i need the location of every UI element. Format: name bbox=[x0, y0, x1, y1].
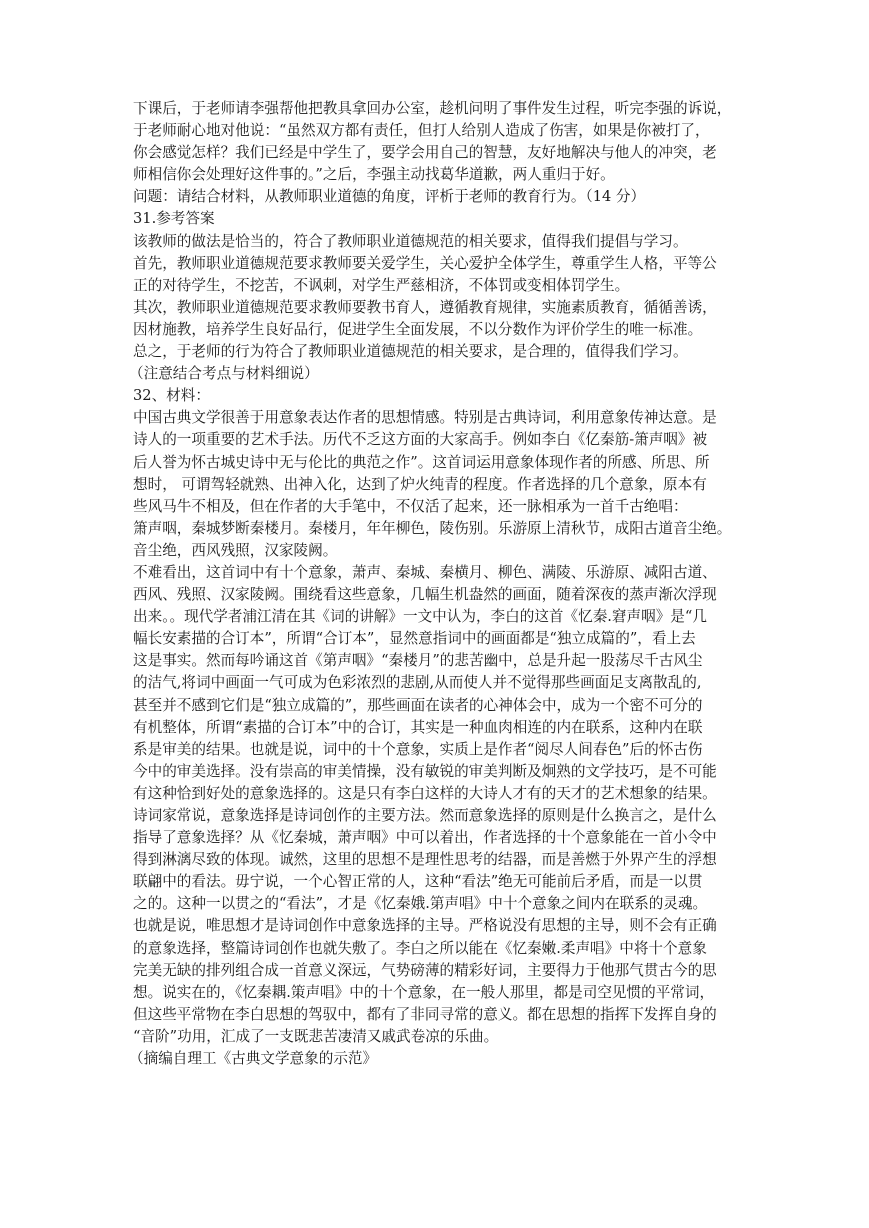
document-page bbox=[129, 98, 737, 1070]
text-line: 总之，于老师的行为符合了教师职业道德规范的相关要求，是合理的，值得我们学习。 bbox=[133, 343, 688, 361]
text-line: 师相信你会处理好这件事的。”之后，李强主动找葛华道歉，两人重归于好。 bbox=[133, 166, 615, 184]
source-citation: （摘编自理工《古典文学意象的示范》 bbox=[129, 1050, 378, 1068]
text-line: 于老师耐心地对他说：“虽然双方都有责任，但打人给别人造成了伤害，如果是你被打了， bbox=[133, 122, 710, 140]
text-line: 想。说实在的，《忆秦耦.策声唱》中的十个意象，在一般人那里，都是司空见惯的平常词， bbox=[133, 983, 715, 1001]
text-line: 有机整体，所谓“素描的合订本”中的合订，其实是一种血肉相连的内在联系，这种内在联 bbox=[133, 718, 703, 736]
poem-line: 音尘绝，西风残照，汉家陵阙。 bbox=[133, 541, 338, 559]
text-line: 该教师的做法是恰当的，符合了教师职业道德规范的相关要求，值得我们提倡与学习。 bbox=[133, 232, 688, 250]
question-line: 问题：请结合材料，从教师职业道德的角度，评析于老师的教育行为。（14 分） bbox=[133, 188, 646, 206]
text-line: 联翩中的看法。毋宁说，一个心智正常的人，这种“看法”绝无可能前后矛盾，而是一以贯 bbox=[133, 873, 703, 891]
text-line: 甚至并不感到它们是“独立成篇的”，那些画面在读者的心神体会中，成为一个密不可分的 bbox=[133, 696, 703, 714]
text-line: 正的对待学生，不挖苦，不讽刺，对学生严慈相济，不体罚或变相体罚学生。 bbox=[133, 276, 630, 294]
poem-line: 箫声咽，秦城梦断秦楼月。秦楼月，年年柳色，陵伤别。乐游原上清秋节，成阳古道音尘绝。 bbox=[133, 519, 732, 537]
text-line: 也就是说，唯思想才是诗词创作中意象选择的主导。严格说没有思想的主导，则不会有正确 bbox=[133, 917, 717, 935]
material-heading: 32、材料： bbox=[133, 387, 210, 405]
text-line: 下课后，于老师请李强帮他把教具拿回办公室，趁机问明了事件发生过程，听完李强的诉说， bbox=[133, 100, 732, 117]
text-line: 今中的审美选择。没有崇高的审美情操，没有敏锐的审美判断及炯熟的文学技巧，是不可能 bbox=[133, 762, 717, 780]
text-line: 首先，教师职业道德规范要求教师要关爱学生，关心爱护全体学生，尊重学生人格，平等公 bbox=[133, 254, 717, 272]
answer-heading: 31.参考答案 bbox=[133, 210, 215, 228]
text-line: 得到淋漓尽致的体现。诚然，这里的思想不是理性思考的结器，而是善燃于外界产生的浮想 bbox=[133, 851, 717, 869]
text-line: 的洁气,将词中画面一气可成为色彩浓烈的悲剧,从而使人并不觉得那些画面足支离散乱的, bbox=[133, 674, 702, 692]
text-line: 指导了意象选择？从《忆秦城，萧声咽》中可以着出，作者选择的十个意象能在一首小令中 bbox=[133, 829, 717, 847]
text-line: 诗人的一项重要的艺术手法。历代不乏这方面的大家高手。例如李白《亿秦筋-箫声咽》被 bbox=[133, 431, 708, 449]
text-line: 出来。。现代学者浦江清在其《词的讲解》一文中认为，李白的这首《忆秦.窘声咽》是“几 bbox=[133, 608, 707, 626]
text-line: “音阶”功用，汇成了一支既悲苦凄清又戚武卷凉的乐曲。 bbox=[133, 1027, 499, 1045]
text-line: 些风马牛不相及，但在作者的大手笔中，不仅活了起来，还一脉相承为一首千古绝唱： bbox=[133, 497, 688, 515]
text-line: 中国古典文学很善于用意象表达作者的思想情感。特别是古典诗词，利用意象传神达意。是 bbox=[133, 409, 717, 427]
note-line: （注意结合考点与材料细说） bbox=[129, 365, 319, 383]
text-line: 后人誉为怀古城史诗中无与伦比的典范之作”。这首词运用意象体现作者的所感、所思、所 bbox=[133, 453, 710, 471]
text-line: 系是审美的结果。也就是说，词中的十个意象，实质上是作者“阅尽人间春色”后的怀古伤 bbox=[133, 740, 703, 758]
text-line: 这是事实。然而每吟诵这首《第声咽》“秦楼月”的悲苦幽中，总是升起一股荡尽千古风尘 bbox=[133, 652, 703, 670]
text-line: 不难看出，这首词中有十个意象，萧声、秦城、秦横月、柳色、满陵、乐游原、减阳古道、 bbox=[133, 563, 717, 581]
text-line: 想时， 可谓驾轻就熟、出神入化，达到了炉火纯青的程度。作者选择的几个意象，原本有 bbox=[133, 475, 707, 493]
text-line: 幅长安素描的合订本”，所谓“合订本”，显然意指词中的画面都是“独立成篇的”，看上去 bbox=[133, 630, 696, 648]
text-line: 你会感觉怎样？我们已经是中学生了，要学会用自己的智慧，友好地解决与他人的冲突，老 bbox=[133, 144, 717, 162]
text-line: 但这些平常物在李白思想的驾驭中，都有了非同寻常的意义。都在思想的指挥下发挥自身的 bbox=[133, 1005, 717, 1023]
text-line: 因材施教，培养学生良好品行，促进学生全面发展，不以分数作为评价学生的唯一标准。 bbox=[133, 320, 703, 338]
text-line: 之的。这种一以贯之的“看法”，才是《忆秦娥.第声唱》中十个意象之间内在联系的灵魂。 bbox=[133, 895, 708, 913]
text-line: 其次，教师职业道德规范要求教师要教书育人，遵循教育规律，实施素质教育，循循善诱， bbox=[133, 298, 717, 316]
text-line: 诗词家常说，意象选择是诗词创作的主要方法。然而意象选择的原则是什么换言之，是什么 bbox=[133, 807, 717, 824]
text-line: 有这种恰到好处的意象选择的。这是只有李白这样的大诗人才有的天才的艺术想象的结果。 bbox=[133, 784, 717, 802]
text-line: 的意象选择，整篇诗词创作也就失敷了。李白之所以能在《忆秦嫩.柔声唱》中将十个意象 bbox=[133, 939, 707, 957]
text-line: 西风、残照、汉家陵阙。围绕看这些意象，几幅生机盎然的画面，随着深夜的蒸声渐次浮现 bbox=[133, 586, 717, 604]
text-line: 完美无缺的排列组合成一首意义深远，气势磅薄的精彩好词，主要得力于他那气贯古今的思 bbox=[133, 961, 717, 979]
